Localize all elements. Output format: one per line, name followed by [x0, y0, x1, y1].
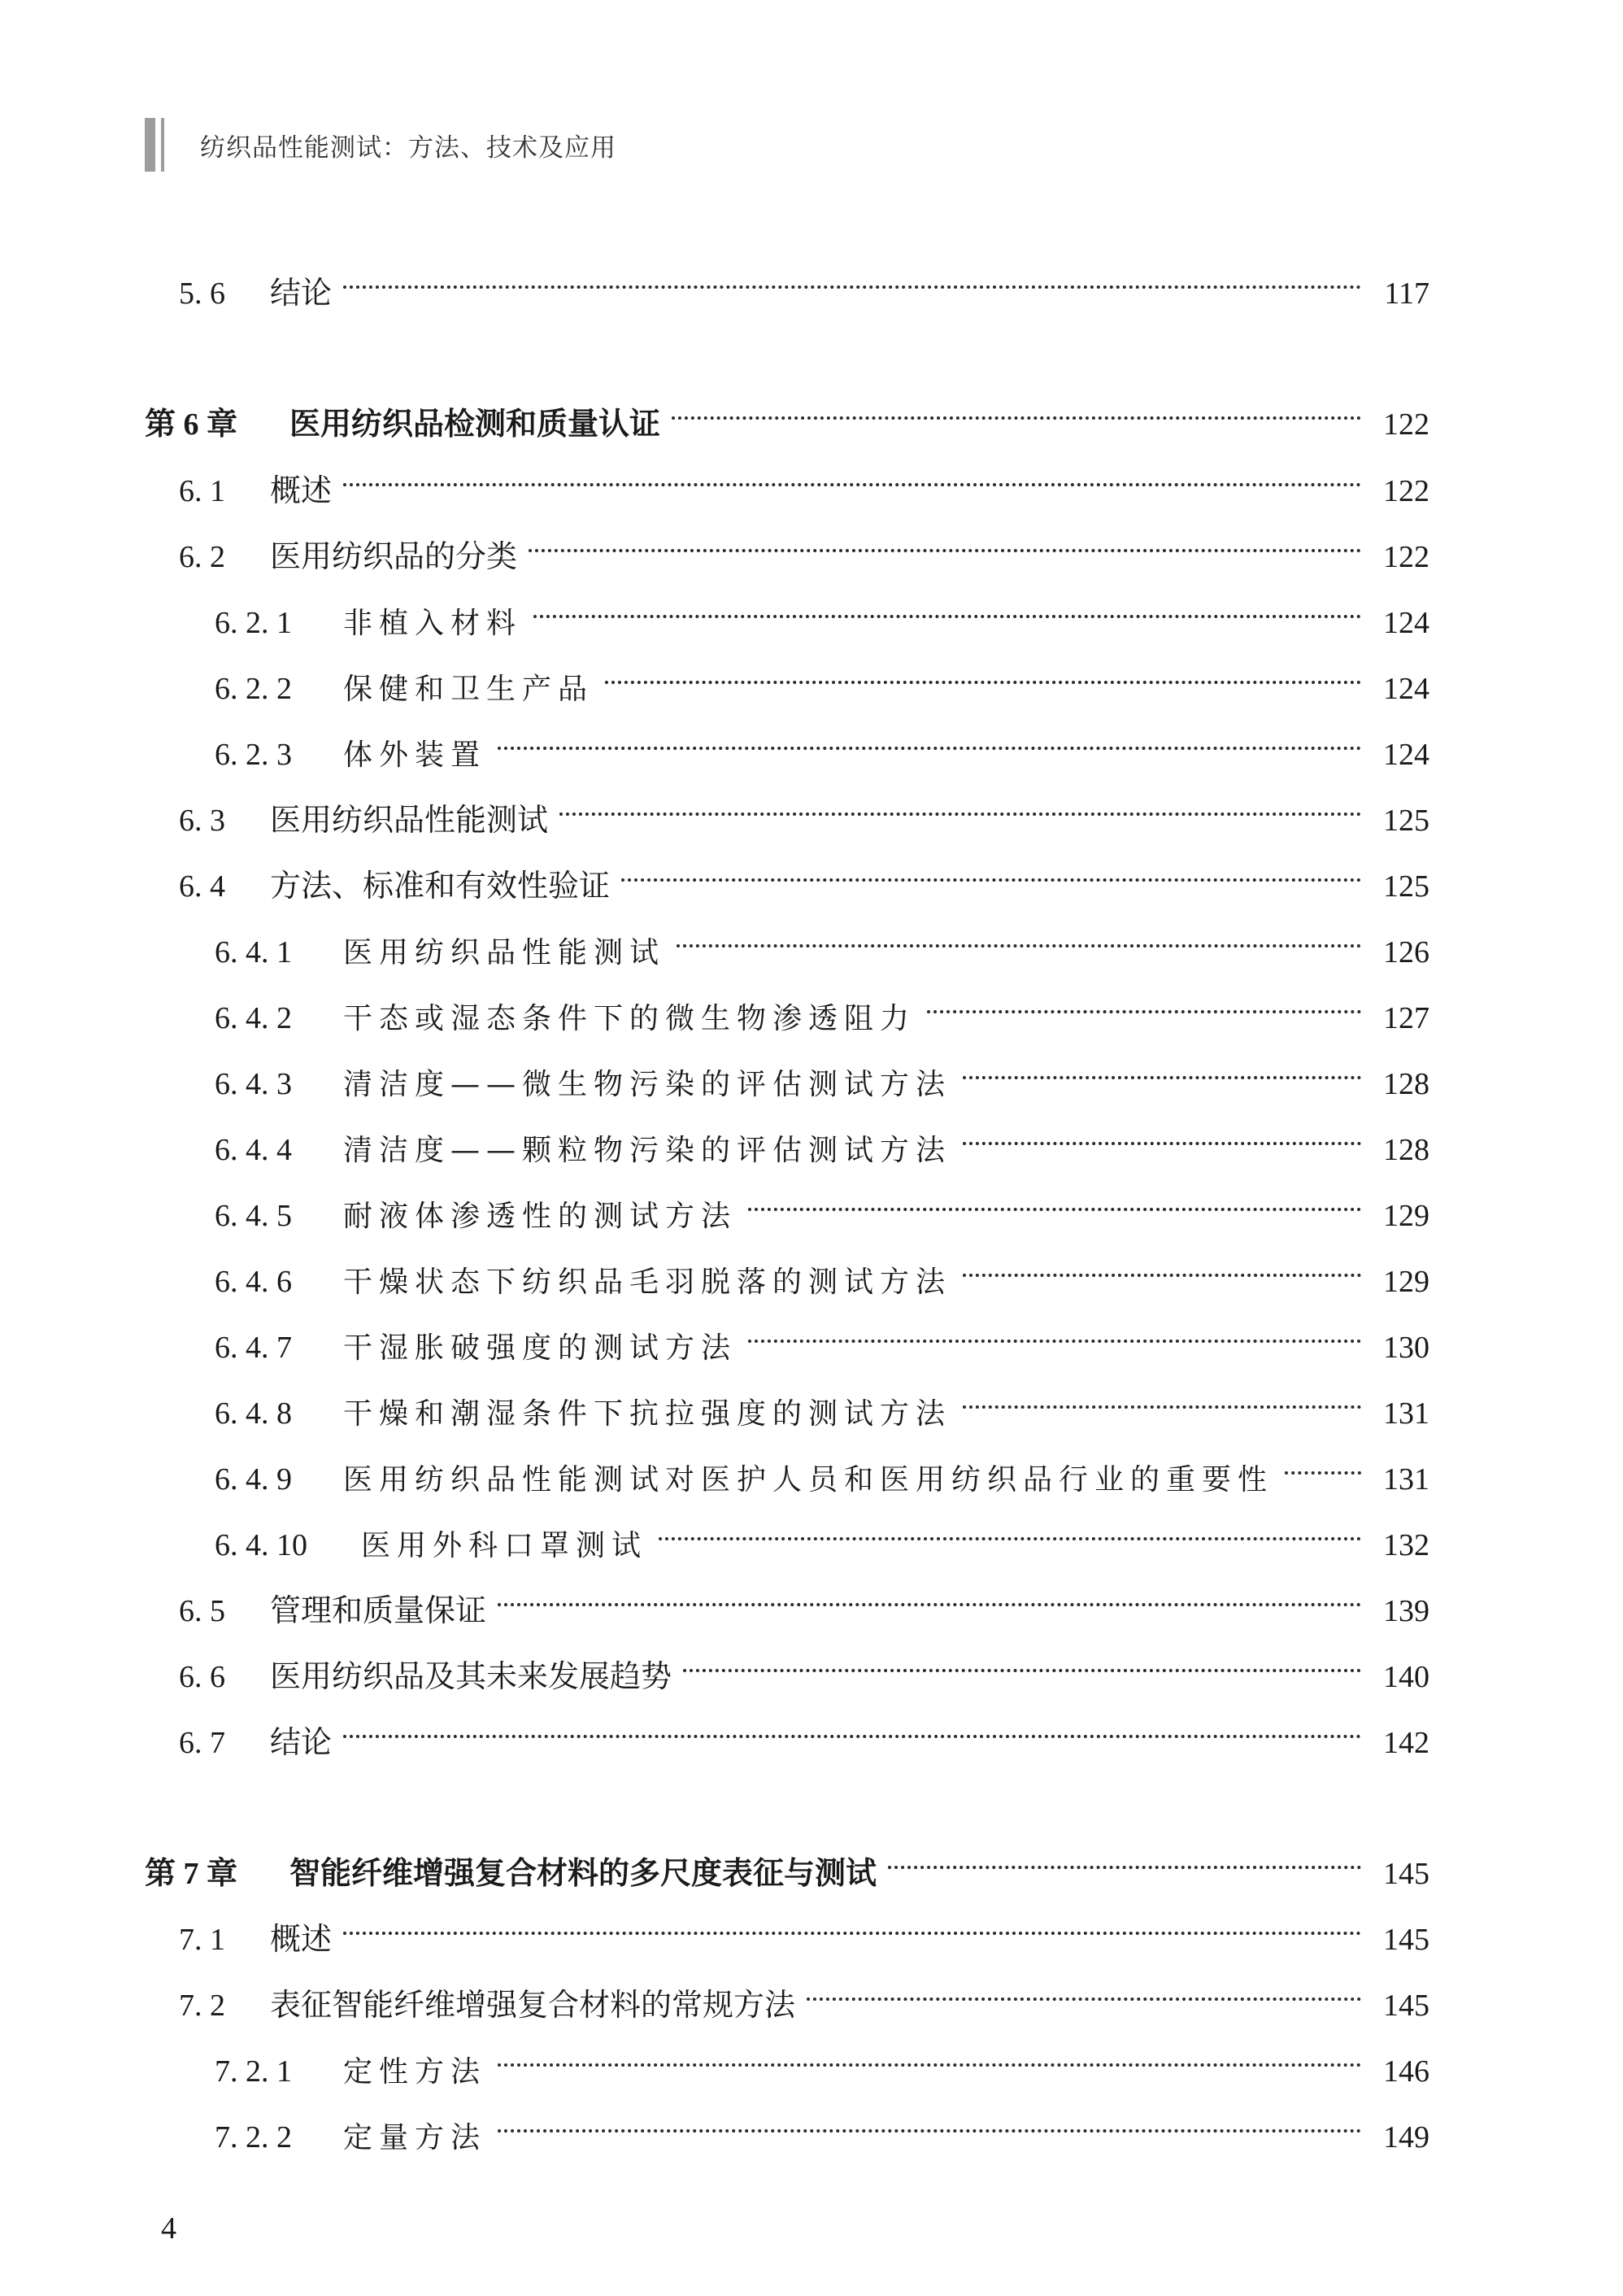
toc-entry-page: 142: [1383, 1726, 1429, 1760]
toc-entry-page: 130: [1383, 1331, 1429, 1365]
toc-entry[interactable]: [179, 518, 1429, 574]
running-header: [145, 118, 616, 172]
toc-entry-title: 医用纺织品及其未来发展趋势: [270, 1658, 672, 1694]
toc-entry-number: 6. 4. 3: [215, 1067, 292, 1101]
toc-chapter-entry[interactable]: [145, 1835, 1429, 1891]
toc-entry[interactable]: [215, 1375, 1429, 1431]
toc-entry[interactable]: [215, 2032, 1429, 2089]
toc-entry-title: 医用纺织品性能测试对医护人员和医用纺织品行业的重要性: [343, 1463, 1274, 1497]
toc-entry-number: 7. 2: [179, 1989, 225, 2023]
toc-entry-number: 5. 6: [179, 277, 225, 311]
toc-entry-title: 管理和质量保证: [270, 1592, 487, 1628]
dot-leader: [748, 1309, 1361, 1357]
dot-leader: [659, 1506, 1361, 1555]
dot-leader: [621, 847, 1361, 896]
toc-entry[interactable]: [215, 1440, 1429, 1497]
toc-entry-title: 医用纺织品性能测试: [343, 936, 666, 969]
toc-entry-number: 6. 4. 7: [215, 1331, 292, 1365]
toc-entry[interactable]: [215, 1177, 1429, 1233]
toc-entry-title: 定性方法: [343, 2055, 487, 2089]
toc-entry-number: 6. 4. 6: [215, 1265, 292, 1299]
toc-entry-title: 医用纺织品性能测试: [270, 802, 549, 838]
dot-leader: [1285, 1440, 1361, 1489]
toc-entry-title: 干湿胀破强度的测试方法: [343, 1331, 738, 1365]
toc-entry-number: 6. 6: [179, 1660, 225, 1694]
toc-entry-number: 6. 2. 1: [215, 606, 292, 640]
toc-entry-page: 131: [1383, 1462, 1429, 1497]
toc-entry[interactable]: [215, 2098, 1429, 2154]
toc-entry-number: 6. 4. 4: [215, 1133, 292, 1167]
toc-entry-number: 6. 4. 10: [215, 1528, 307, 1562]
toc-entry-page: 129: [1383, 1265, 1429, 1299]
toc-entry[interactable]: [179, 452, 1429, 508]
toc-entry-number: 6. 4. 5: [215, 1199, 292, 1233]
toc-entry-page: 122: [1383, 540, 1429, 574]
toc-entry-title: 表征智能纤维增强复合材料的常规方法: [270, 1987, 796, 2023]
toc-entry[interactable]: [215, 716, 1429, 772]
toc-entry-title: 结论: [270, 275, 333, 311]
dot-leader: [807, 1967, 1361, 2015]
toc-entry-page: 125: [1383, 869, 1429, 904]
toc-entry-number: 7. 1: [179, 1923, 225, 1957]
toc-entry-title: 非植入材料: [343, 607, 523, 640]
dot-leader: [343, 1704, 1361, 1753]
toc-entry-number: 6. 4. 2: [215, 1001, 292, 1035]
toc-entry-title: 干燥和潮湿条件下抗拉强度的测试方法: [343, 1397, 952, 1431]
dot-leader: [605, 650, 1361, 699]
toc-entry-title: 智能纤维增强复合材料的多尺度表征与测试: [289, 1855, 877, 1891]
toc-entry-number: 6. 2. 3: [215, 738, 292, 772]
toc-entry[interactable]: [215, 913, 1429, 969]
toc-entry-page: 146: [1383, 2054, 1429, 2089]
dot-leader: [533, 584, 1361, 633]
dot-leader: [343, 1901, 1361, 1950]
dot-leader: [677, 913, 1361, 962]
toc-entry[interactable]: [179, 1638, 1429, 1694]
toc-entry-page: 140: [1383, 1660, 1429, 1694]
toc-entry-number: 6. 2. 2: [215, 672, 292, 706]
dot-leader: [498, 1572, 1361, 1621]
toc-entry-page: 139: [1383, 1594, 1429, 1628]
toc-entry-page: 145: [1383, 1989, 1429, 2023]
toc-entry-number: 7. 2. 1: [215, 2054, 292, 2089]
toc-entry-page: 122: [1383, 474, 1429, 508]
toc-entry[interactable]: [179, 1967, 1429, 2023]
dot-leader: [498, 716, 1361, 765]
toc-entry-number: 6. 4: [179, 869, 225, 904]
header-bar-thin: [161, 118, 164, 172]
toc-entry[interactable]: [179, 1901, 1429, 1957]
toc-entry-number: 6. 3: [179, 804, 225, 838]
dot-leader: [559, 782, 1361, 830]
dot-leader: [963, 1243, 1361, 1292]
toc-entry[interactable]: [179, 782, 1429, 838]
toc-entry-title: 医用纺织品检测和质量认证: [289, 406, 661, 442]
toc-entry-page: 149: [1383, 2120, 1429, 2154]
toc-entry-number: 6. 7: [179, 1726, 225, 1760]
toc-entry-number: 第 7 章: [145, 1857, 238, 1891]
toc-entry-title: 概述: [270, 473, 333, 508]
toc-entry[interactable]: [215, 650, 1429, 706]
toc-entry-title: 体外装置: [343, 738, 487, 772]
toc-entry-title: 医用纺织品的分类: [270, 538, 518, 574]
dot-leader: [498, 2098, 1361, 2147]
toc-entry-title: 干态或湿态条件下的微生物渗透阻力: [343, 1002, 916, 1035]
toc-entry-page: 145: [1383, 1923, 1429, 1957]
toc-entry-page: 145: [1383, 1857, 1429, 1891]
toc-entry-number: 第 6 章: [145, 407, 238, 442]
dot-leader: [748, 1177, 1361, 1226]
dot-leader: [963, 1375, 1361, 1423]
toc-entry-title: 干燥状态下纺织品毛羽脱落的测试方法: [343, 1266, 952, 1299]
toc-entry[interactable]: [215, 1309, 1429, 1365]
toc-entry-number: 6. 1: [179, 474, 225, 508]
toc-entry-title: 保健和卫生产品: [343, 673, 594, 706]
toc-entry-page: 117: [1384, 277, 1429, 311]
toc-entry-title: 定量方法: [343, 2121, 487, 2154]
dot-leader: [672, 386, 1361, 434]
dot-leader: [498, 2032, 1361, 2081]
toc-entry[interactable]: [179, 1572, 1429, 1628]
toc-entry-number: 6. 4. 9: [215, 1462, 292, 1497]
toc-entry-page: 124: [1383, 606, 1429, 640]
toc-entry-title: 耐液体渗透性的测试方法: [343, 1200, 738, 1233]
toc-entry-page: 131: [1383, 1396, 1429, 1431]
toc-entry-page: 129: [1383, 1199, 1429, 1233]
toc-entry[interactable]: [215, 1111, 1429, 1167]
toc-entry[interactable]: [215, 1243, 1429, 1299]
toc-entry-number: 6. 4. 1: [215, 935, 292, 969]
toc-entry-page: 125: [1383, 804, 1429, 838]
toc-entry[interactable]: [179, 847, 1429, 904]
toc-entry-page: 132: [1383, 1528, 1429, 1562]
dot-leader: [529, 518, 1361, 567]
toc-entry[interactable]: [215, 584, 1429, 640]
toc-entry[interactable]: [179, 255, 1429, 311]
toc-entry-page: 124: [1383, 738, 1429, 772]
page-number: 4: [161, 2211, 176, 2246]
dot-leader: [927, 979, 1361, 1028]
dot-leader: [683, 1638, 1361, 1687]
book-title: 纺织品性能测试：方法、技术及应用: [200, 133, 616, 163]
header-bar-mark: [145, 118, 168, 172]
dot-leader: [343, 255, 1361, 303]
toc-entry-page: 128: [1383, 1133, 1429, 1167]
toc-entry-number: 6. 4. 8: [215, 1396, 292, 1431]
toc-entry-page: 127: [1383, 1001, 1429, 1035]
toc-entry[interactable]: [215, 979, 1429, 1035]
toc-entry-title: 概述: [270, 1921, 333, 1957]
dot-leader: [343, 452, 1361, 501]
toc-entry-page: 126: [1383, 935, 1429, 969]
toc-entry-page: 122: [1383, 407, 1429, 442]
toc-entry-page: 124: [1383, 672, 1429, 706]
toc-entry-number: 7. 2. 2: [215, 2120, 292, 2154]
header-bar-thick: [145, 118, 155, 172]
toc-entry-title: 清洁度——微生物污染的评估测试方法: [343, 1068, 952, 1101]
toc-entry-title: 清洁度——颗粒物污染的评估测试方法: [343, 1134, 952, 1167]
toc-entry[interactable]: [179, 1704, 1429, 1760]
toc-entry[interactable]: [215, 1045, 1429, 1101]
dot-leader: [888, 1835, 1361, 1884]
toc-entry[interactable]: [215, 1506, 1429, 1562]
dot-leader: [963, 1045, 1361, 1094]
toc-entry-title: 医用外科口罩测试: [361, 1529, 648, 1562]
toc-entry-title: 结论: [270, 1724, 333, 1760]
dot-leader: [963, 1111, 1361, 1160]
toc-chapter-entry[interactable]: [145, 386, 1429, 442]
toc-entry-title: 方法、标准和有效性验证: [270, 868, 611, 904]
toc-entry-number: 6. 5: [179, 1594, 225, 1628]
toc-entry-page: 128: [1383, 1067, 1429, 1101]
toc-entry-number: 6. 2: [179, 540, 225, 574]
